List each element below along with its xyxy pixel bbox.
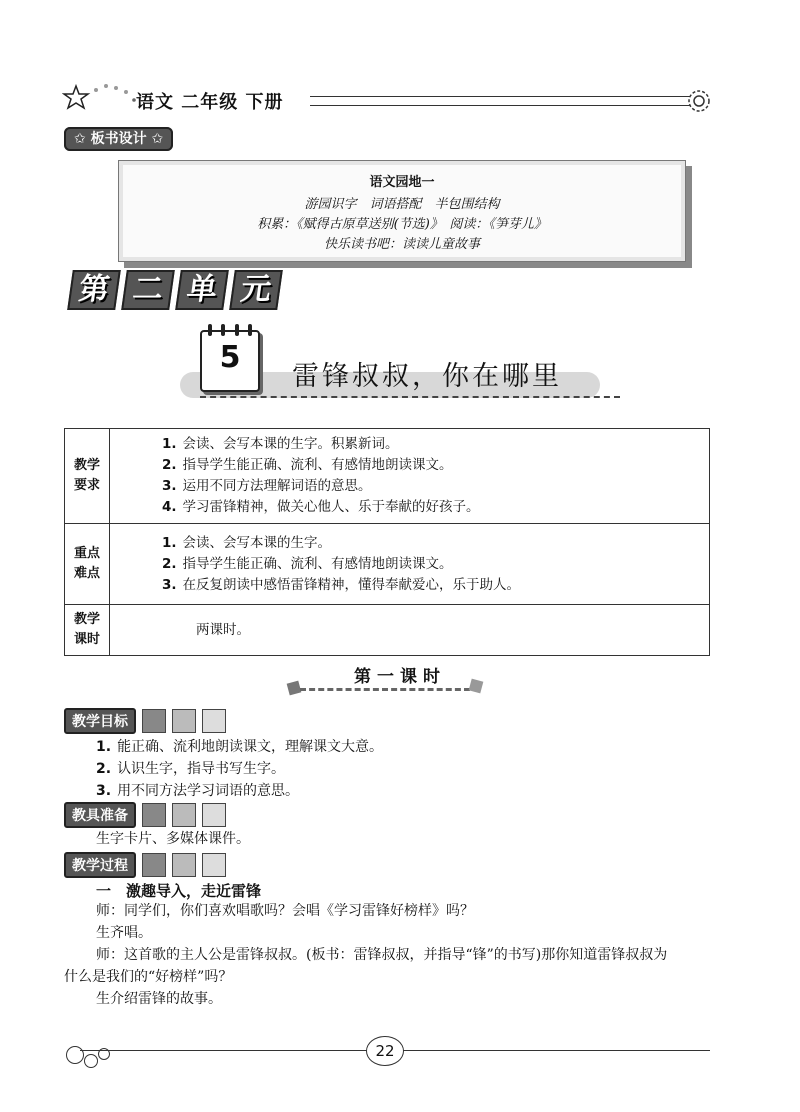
board-line: 游园识字 词语搭配 半包围结构 xyxy=(304,197,500,212)
paragraph: 师：同学们，你们喜欢唱歌吗？会唱《学习雷锋好榜样》吗？ xyxy=(96,903,474,919)
row-content: 两课时。 xyxy=(110,605,710,656)
row-head-text: 难点 xyxy=(73,566,100,581)
process-tag xyxy=(64,852,226,878)
list-item: 3. 用不同方法学习词语的意思。 xyxy=(96,783,300,799)
lesson-requirements-table xyxy=(64,428,710,656)
table-row xyxy=(65,605,710,656)
footer-rule xyxy=(370,1050,710,1051)
table-row xyxy=(65,429,710,524)
unit-char: 第 xyxy=(67,270,121,310)
row-head-text: 要求 xyxy=(73,478,100,493)
board-tag-label: 板书设计 xyxy=(90,131,147,147)
row-head-text: 重点 xyxy=(73,546,100,561)
row-head xyxy=(65,524,110,605)
process-body xyxy=(64,900,724,1010)
list-item: 1. 会读、会写本课的生字。积累新词。 xyxy=(162,436,399,452)
board-line: 积累：《赋得古原草送别(节选)》 阅读：《笋芽儿》 xyxy=(257,217,547,232)
list-item: 4. 学习雷锋精神，做关心他人、乐于奉献的好孩子。 xyxy=(162,499,480,515)
paragraph: 师：这首歌的主人公是雷锋叔叔。(板书：雷锋叔叔，并指导“锋”的书写)那你知道雷锋叔叔为 xyxy=(96,947,668,963)
tools-text: 生字卡片、多媒体课件。 xyxy=(96,831,250,847)
row-content xyxy=(110,524,710,605)
unit-char: 单 xyxy=(175,270,229,310)
process-tag-label: 教学过程 xyxy=(64,852,136,878)
table-row xyxy=(65,524,710,605)
paragraph: 生介绍雷锋的故事。 xyxy=(96,991,222,1007)
calendar-icon xyxy=(200,330,260,392)
list-item: 2. 指导学生能正确、流利、有感情地朗读课文。 xyxy=(162,457,453,473)
star-icon: ✩ xyxy=(74,131,91,147)
goals-list xyxy=(96,736,383,802)
lesson-dash-rule xyxy=(200,396,620,398)
footer-circle-icon xyxy=(84,1054,98,1068)
row-head-text: 教学 xyxy=(73,458,100,473)
header-stars-icon xyxy=(62,78,142,116)
header-title: 语文 二年级 下册 xyxy=(136,92,284,113)
list-item: 3. 运用不同方法理解词语的意思。 xyxy=(162,478,372,494)
goals-tag-label: 教学目标 xyxy=(64,708,136,734)
tools-tag xyxy=(64,802,226,828)
row-head xyxy=(65,429,110,524)
board-line: 快乐读书吧：读读儿童故事 xyxy=(323,237,480,252)
goals-tag xyxy=(64,708,226,734)
header-rule xyxy=(310,96,690,106)
period-dash-rule xyxy=(300,688,470,691)
footer-rule xyxy=(80,1050,370,1051)
tools-tag-label: 教具准备 xyxy=(64,802,136,828)
page-number: 22 xyxy=(366,1036,404,1066)
unit-banner xyxy=(70,270,286,310)
board-line: 语文园地一 xyxy=(369,175,435,190)
period-heading: 第一课时 xyxy=(354,667,446,687)
list-item: 1. 会读、会写本课的生字。 xyxy=(162,534,332,551)
board-design-box xyxy=(118,160,686,262)
unit-char: 元 xyxy=(229,270,283,310)
period-deco xyxy=(469,679,484,694)
row-head xyxy=(65,605,110,656)
list-item: 3. 在反复朗读中感悟雷锋精神，懂得奉献爱心，乐于助人。 xyxy=(162,576,521,593)
footer-circle-icon xyxy=(66,1046,84,1064)
row-head-text: 教学 xyxy=(73,612,100,627)
list-item: 2. 认识生字，指导书写生字。 xyxy=(96,761,286,777)
paragraph: 什么是我们的“好榜样”吗？ xyxy=(64,969,233,985)
row-content xyxy=(110,429,710,524)
list-item: 2. 指导学生能正确、流利、有感情地朗读课文。 xyxy=(162,555,453,572)
star-icon: ✩ xyxy=(146,131,164,147)
row-head-text: 课时 xyxy=(73,632,100,647)
header-swirl-icon xyxy=(686,88,712,114)
unit-char: 二 xyxy=(121,270,175,310)
list-item: 1. 能正确、流利地朗读课文，理解课文大意。 xyxy=(96,739,384,755)
lesson-number: 5 xyxy=(219,340,241,375)
board-tag xyxy=(64,128,173,148)
lesson-title: 雷锋叔叔，你在哪里 xyxy=(292,361,562,392)
process-subheading: 一 激趣导入，走近雷锋 xyxy=(96,882,262,900)
paragraph: 生齐唱。 xyxy=(96,925,152,941)
